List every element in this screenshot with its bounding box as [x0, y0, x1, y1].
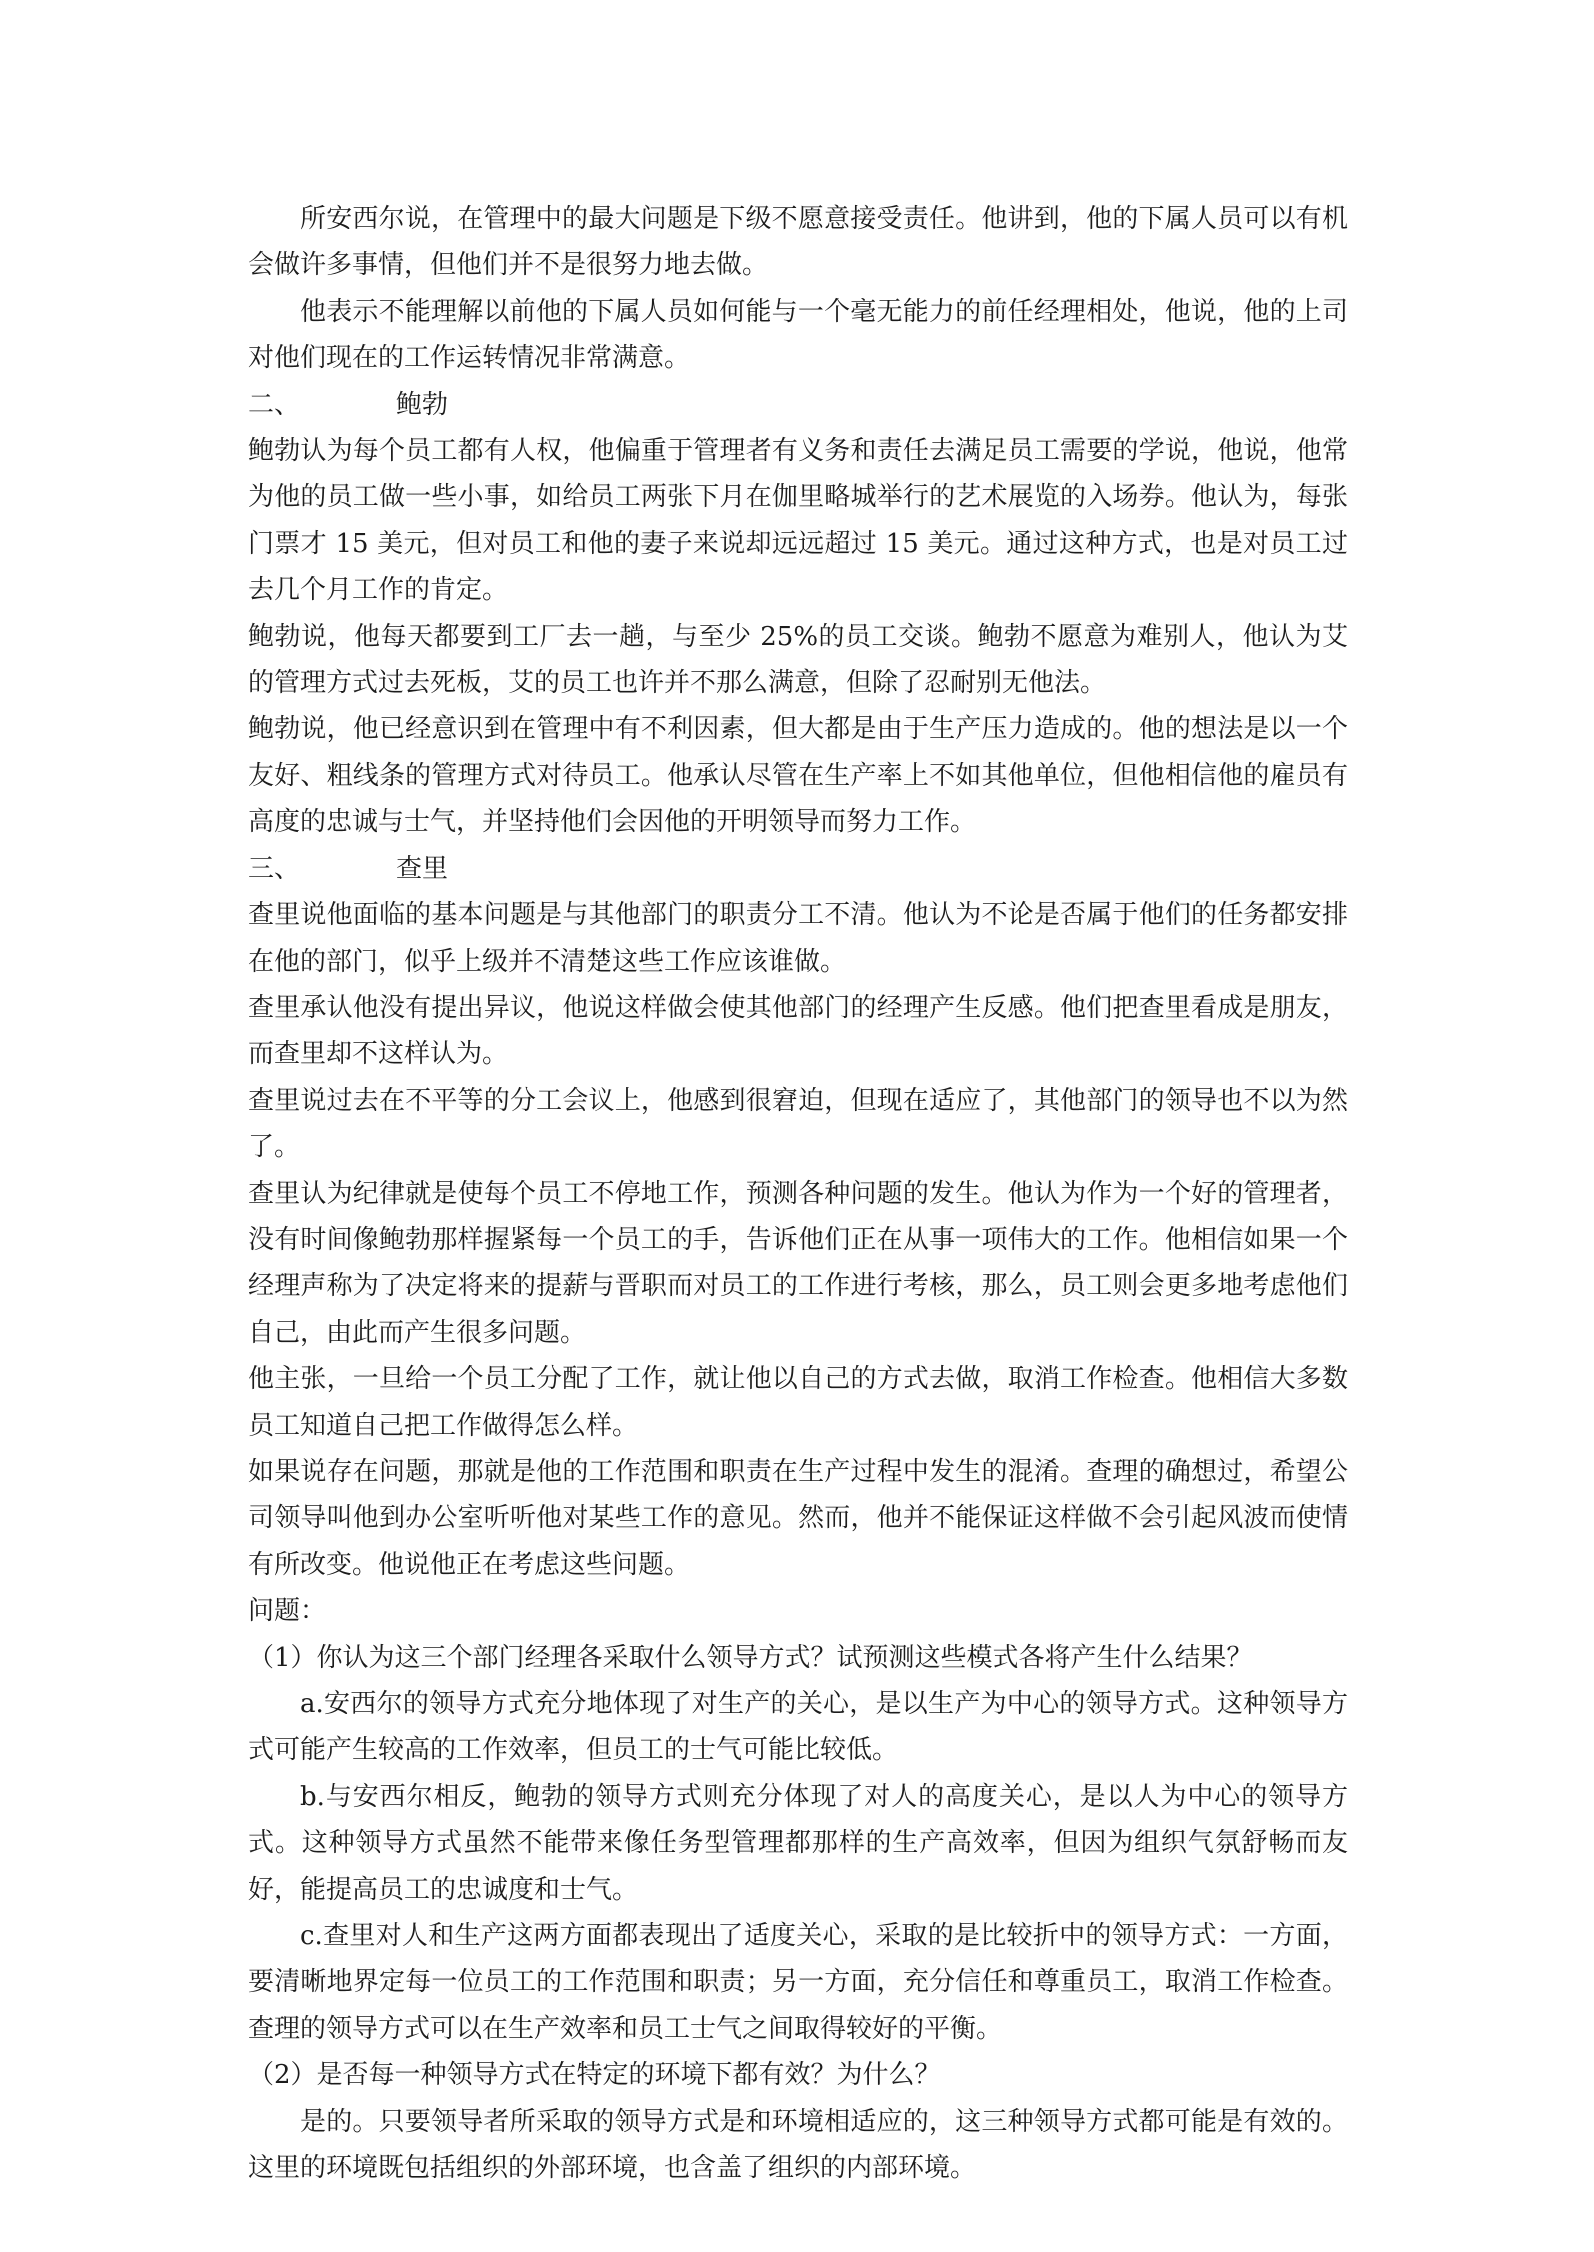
paragraph-bob-1: 鲍勃认为每个员工都有人权，他偏重于管理者有义务和责任去满足员工需要的学说，他说，他常为他的员工做一些小事，如给员工两张下月在伽里略城举行的艺术展览的入场券。他认为，每张门票才 15 美元，但对员工和他的妻子来说却远远超过 15 美元。通过这种方式，也是对员工过去几个月工作的肯定。 — [248, 436, 1348, 606]
paragraph-bob-2: 鲍勃说，他每天都要到工厂去一趟，与至少 25%的员工交谈。鲍勃不愿意为难别人，他认为艾的管理方式过去死板，艾的员工也许并不那么满意，但除了忍耐别无他法。 — [248, 621, 1348, 699]
paragraph-charlie-4: 查里认为纪律就是使每个员工不停地工作，预测各种问题的发生。他认为作为一个好的管理者，没有时间像鲍勃那样握紧每一个员工的手，告诉他们正在从事一项伟大的工作。他相信如果一个经理声称为了决定将来的提薪与晋职而对员工的工作进行考核，那么，员工则会更多地考虑他们自己，由此而产生很多问题。 — [248, 1178, 1348, 1348]
paragraph-charlie-3: 查里说过去在不平等的分工会议上，他感到很窘迫，但现在适应了，其他部门的领导也不以为然了。 — [248, 1085, 1348, 1163]
paragraph-ancier-1: 所安西尔说，在管理中的最大问题是下级不愿意接受责任。他讲到，他的下属人员可以有机会做许多事情，但他们并不是很努力地去做。 — [248, 204, 1348, 281]
answer-1c: c.查里对人和生产这两方面都表现出了适度关心，采取的是比较折中的领导方式：一方面，要清晰地界定每一位员工的工作范围和职责；另一方面，充分信任和尊重员工，取消工作检查。查理的领导方式可以在生产效率和员工士气之间取得较好的平衡。 — [248, 1921, 1348, 2044]
paragraph-ancier-2: 他表示不能理解以前他的下属人员如何能与一个毫无能力的前任经理相处，他说，他的上司对他们现在的工作运转情况非常满意。 — [248, 296, 1348, 374]
paragraph-charlie-2: 查里承认他没有提出异议，他说这样做会使其他部门的经理产生反感。他们把查里看成是朋友，而查里却不这样认为。 — [248, 992, 1348, 1070]
paragraph-charlie-6: 如果说存在问题，那就是他的工作范围和职责在生产过程中发生的混淆。查理的确想过，希望公司领导叫他到办公室听听他对某些工作的意见。然而，他并不能保证这样做不会引起风波而使情有所改变。他说他正在考虑这些问题。 — [248, 1456, 1348, 1580]
answer-1a: a.安西尔的领导方式充分地体现了对生产的关心，是以生产为中心的领导方式。这种领导方式可能产生较高的工作效率，但员工的士气可能比较低。 — [248, 1689, 1348, 1766]
section-title: 查里 — [396, 853, 449, 884]
paragraph-charlie-5: 他主张，一旦给一个员工分配了工作，就让他以自己的方式去做，取消工作检查。他相信大多数员工知道自己把工作做得怎么样。 — [248, 1364, 1348, 1441]
paragraph-charlie-1: 查里说他面临的基本问题是与其他部门的职责分工不清。他认为不论是否属于他们的任务都安排在他的部门，似乎上级并不清楚这些工作应该谁做。 — [248, 900, 1348, 977]
section-heading-bob — [248, 382, 1348, 428]
document-page — [248, 196, 1348, 2191]
questions-label: 问题： — [248, 1596, 327, 1627]
answer-1b: b.与安西尔相反，鲍勃的领导方式则充分体现了对人的高度关心，是以人为中心的领导方式。这种领导方式虽然不能带来像任务型管理都那样的生产高效率，但因为组织气氛舒畅而友好，能提高员工的忠诚度和士气。 — [248, 1781, 1348, 1905]
section-heading-charlie — [248, 846, 1348, 892]
section-number: 二、 — [248, 389, 301, 420]
section-number: 三、 — [248, 853, 301, 884]
paragraph-bob-3: 鲍勃说，他已经意识到在管理中有不利因素，但大都是由于生产压力造成的。他的想法是以一个友好、粗线条的管理方式对待员工。他承认尽管在生产率上不如其他单位，但他相信他的雇员有高度的忠诚与士气，并坚持他们会因他的开明领导而努力工作。 — [248, 714, 1348, 838]
question-1: （1）你认为这三个部门经理各采取什么领导方式？试预测这些模式各将产生什么结果？ — [248, 1642, 1253, 1673]
section-title: 鲍勃 — [396, 389, 449, 420]
answer-2: 是的。只要领导者所采取的领导方式是和环境相适应的，这三种领导方式都可能是有效的。这里的环境既包括组织的外部环境，也含盖了组织的内部环境。 — [248, 2106, 1348, 2184]
question-2: （2）是否每一种领导方式在特定的环境下都有效？为什么？ — [248, 2060, 941, 2091]
